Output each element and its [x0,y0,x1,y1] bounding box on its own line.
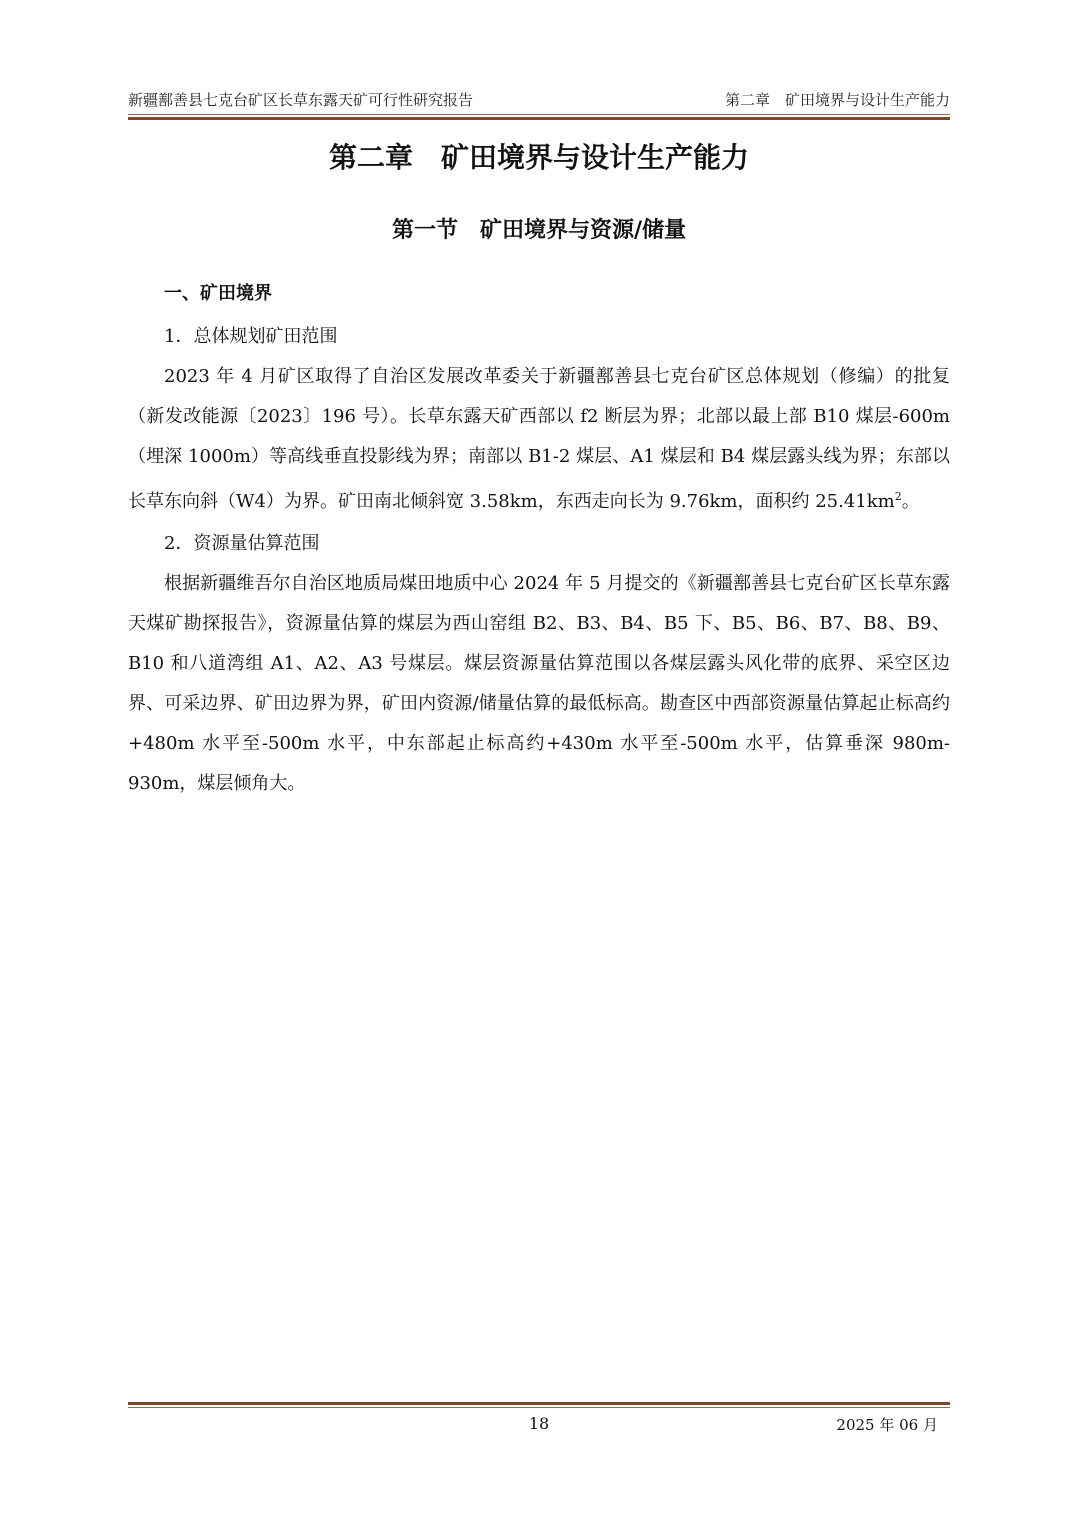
paragraph-resource-range: 根据新疆维吾尔自治区地质局煤田地质中心 2024 年 5 月提交的《新疆鄯善县七克台矿区长草东露天煤矿勘探报告》，资源量估算的煤层为西山窑组 B2、B3、B4、B5 下、B5、B6、B7、B8、B9、B10 和八道湾组 A1、A2、A3 号煤层。煤层资源量估算范围以各煤层露头风化带的底界、采空区边界、可采边界、矿田边界为界，矿田内资源/储量估算的最低标高。勘查区中西部资源量估算起止标高约+480m 水平至-500m 水平，中东部起止标高约+430m 水平至-500m 水平，估算垂深 980m-930m，煤层倾角大。 [128,573,950,794]
item-heading-overall-plan: 1．总体规划矿田范围 [164,326,338,347]
subsection-heading: 一、矿田境界 [164,283,272,304]
chapter-title: 第二章 矿田境界与设计生产能力 [328,141,749,174]
header-rule-thick [128,117,950,120]
header-chapter-title: 第二章 矿田境界与设计生产能力 [724,91,950,109]
paragraph-overall-plan-text: 2023 年 4 月矿区取得了自治区发展改革委关于新疆鄯善县七克台矿区总体规划（修编）的批复（新发改能源〔2023〕196 号）。长草东露天矿西部以 f2 断层为界；北部以最上部 B10 煤层-600m（埋深 1000m）等高线垂直投影线为界；南部以 B1-2 煤层、A1 煤层和 B4 煤层露头线为界；东部以长草东向斜（W4）为界。矿田南北倾斜宽 3.58km，东西走向长为 9.76km，面积约 25.41km [128,366,950,512]
header-report-title: 新疆鄯善县七克台矿区长草东露天矿可行性研究报告 [128,91,474,109]
superscript-squared: 2 [894,490,902,503]
header-rule-thin [128,114,950,115]
paragraph-overall-plan-end: 。 [901,491,920,512]
document-body [128,274,950,804]
footer-rule-thin [128,1407,950,1408]
section-title: 第一节 矿田境界与资源/储量 [391,217,687,243]
paragraph-overall-plan [128,357,950,522]
footer-rule-thick [128,1402,950,1405]
running-header [128,88,950,112]
footer-date: 2025 年 06 月 [836,1416,938,1434]
item-heading-resource-range: 2．资源量估算范围 [164,533,320,554]
page-number: 18 [528,1414,550,1433]
